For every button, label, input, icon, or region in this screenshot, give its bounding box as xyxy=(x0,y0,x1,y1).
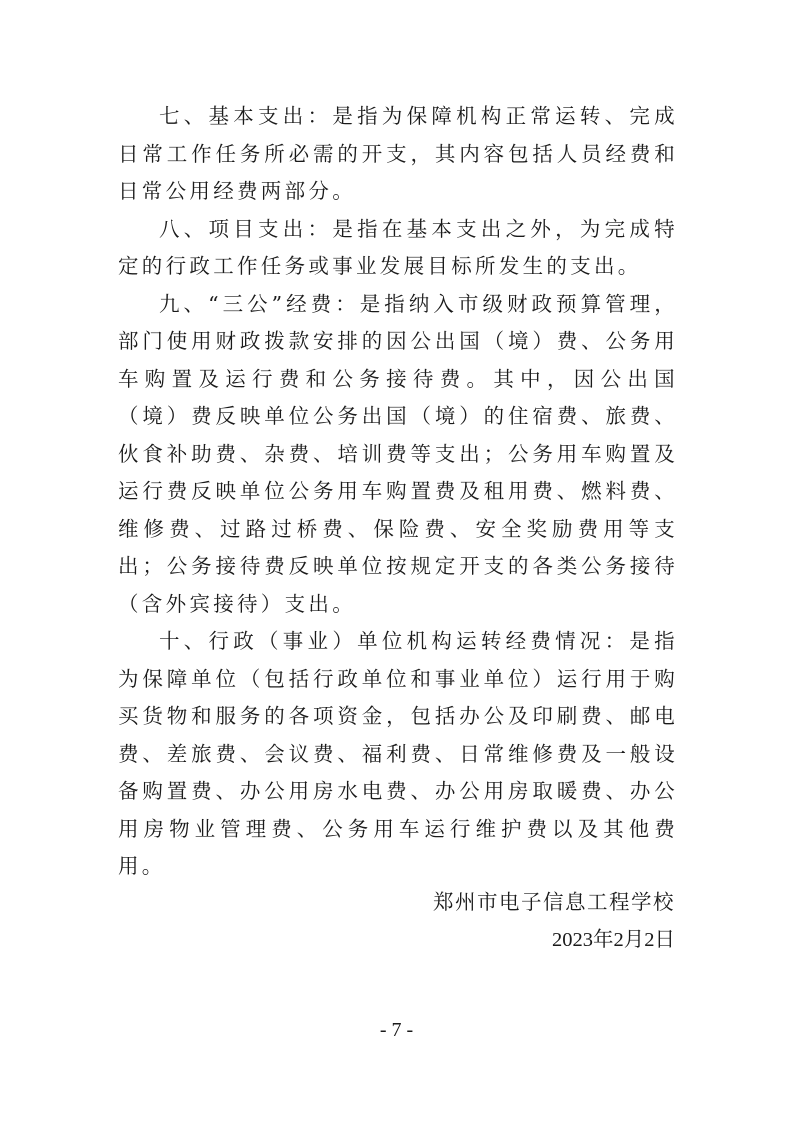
paragraph-three-public-expenses: 九、“三公”经费：是指纳入市级财政预算管理，部门使用财政拨款安排的因公出国（境）费、公务用车购置及运行费和公务接待费。其中，因公出国（境）费反映单位公务出国（境）的住宿费、旅费、伙食补助费、杂费、培训费等支出；公务用车购置及运行费反映单位公务用车购置费及租用费、燃料费、维修费、过路过桥费、保险费、安全奖励费用等支出；公务接待费反映单位按规定开支的各类公务接待（含外宾接待）支出。 xyxy=(118,291,678,616)
paragraph-project-expenditure: 八、项目支出：是指在基本支出之外，为完成特定的行政工作任务或事业发展目标所发生的支出。 xyxy=(118,216,678,278)
paragraph-basic-expenditure: 七、基本支出：是指为保障机构正常运转、完成日常工作任务所必需的开支，其内容包括人员经费和日常公用经费两部分。 xyxy=(118,104,678,203)
page-number: - 7 - xyxy=(379,1019,414,1041)
paragraph-operating-expenses: 十、行政（事业）单位机构运转经费情况：是指为保障单位（包括行政单位和事业单位）运行用于购买货物和服务的各项资金，包括办公及印刷费、邮电费、差旅费、会议费、福利费、日常维修费及一般设备购置费、办公用房水电费、办公用房取暖费、办公用房物业管理费、公务用车运行维护费以及其他费用。 xyxy=(118,629,678,878)
signature-date: 2023年2月2日 xyxy=(552,928,675,951)
signature-organization: 郑州市电子信息工程学校 xyxy=(433,890,675,914)
document-body xyxy=(118,98,678,886)
signature-block xyxy=(433,884,675,959)
